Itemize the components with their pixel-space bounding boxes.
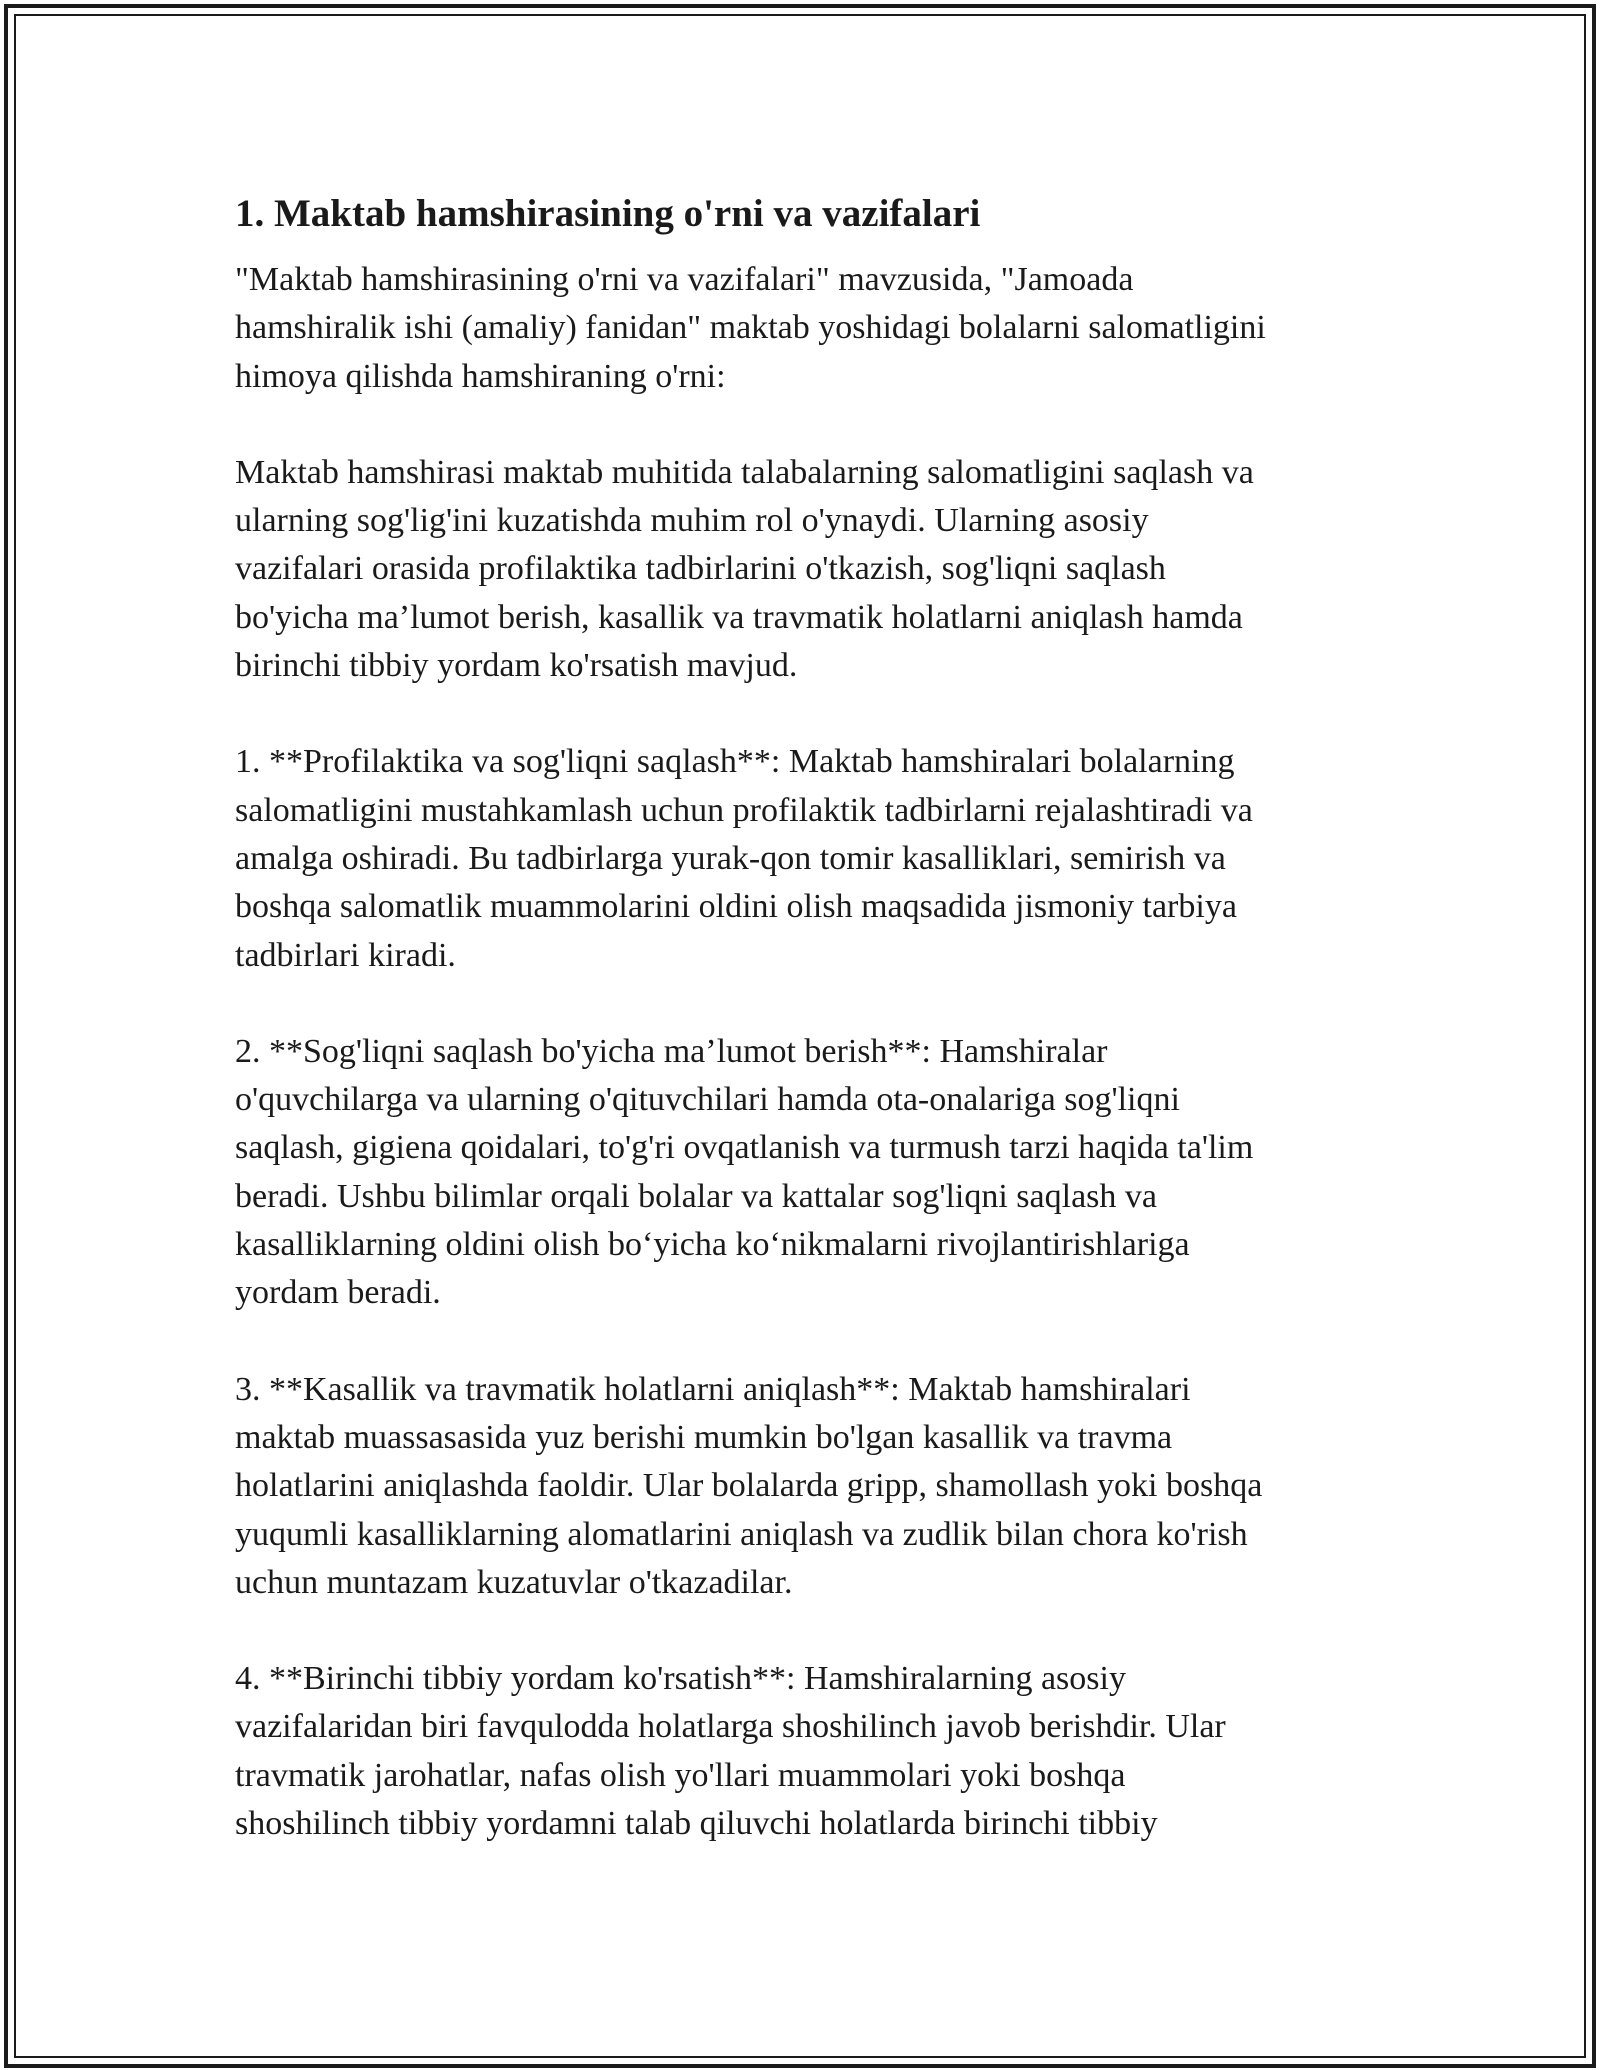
paragraph-line: hamshiralik ishi (amaliy) fanidan" maktab yoshidagi bolalarni salomatligini: [235, 309, 1266, 347]
paragraph-line: maktab muassasasida yuz berishi mumkin bo'lgan kasallik va travma: [235, 1418, 1173, 1456]
paragraph-line: yuqumli kasalliklarning alomatlarini aniqlash va zudlik bilan chora ko'rish: [235, 1515, 1248, 1553]
paragraph-line: tadbirlari kiradi.: [235, 936, 456, 974]
paragraph-line: Maktab hamshirasi maktab muhitida talabalarning salomatligini saqlash va: [235, 453, 1254, 491]
paragraph-line: vazifalari orasida profilaktika tadbirlarini o'tkazish, sog'liqni saqlash: [235, 550, 1166, 588]
paragraph-intro: [235, 256, 1375, 401]
paragraph-line: yordam beradi.: [235, 1274, 441, 1312]
paragraph-line: saqlash, gigiena qoidalari, to'g'ri ovqatlanish va turmush tarzi haqida ta'lim: [235, 1129, 1254, 1167]
paragraph-line: boshqa salomatlik muammolarini oldini olish maqsadida jismoniy tarbiya: [235, 888, 1237, 926]
paragraph-line: "Maktab hamshirasining o'rni va vazifalari" mavzusida, "Jamoada: [235, 261, 1134, 298]
paragraph-line: 4. **Birinchi tibbiy yordam ko'rsatish**: Hamshiralarning asosiy: [235, 1660, 1126, 1698]
paragraph-item-1: [235, 738, 1375, 979]
paragraph-line: o'quvchilarga va ularning o'qituvchilari hamda ota-onalariga sog'liqni: [235, 1081, 1180, 1119]
paragraph-item-3: [235, 1366, 1375, 1607]
paragraph-line: holatlarini aniqlashda faoldir. Ular bolalarda gripp, shamollash yoki boshqa: [235, 1467, 1263, 1505]
paragraph-item-2: [235, 1028, 1375, 1318]
document-content: [235, 190, 1375, 1896]
paragraph-line: 3. **Kasallik va travmatik holatlarni aniqlash**: Maktab hamshiralari: [235, 1370, 1191, 1408]
paragraph-overview: [235, 449, 1375, 690]
paragraph-line: beradi. Ushbu bilimlar orqali bolalar va kattalar sog'liqni saqlash va: [235, 1177, 1157, 1215]
paragraph-line: birinchi tibbiy yordam ko'rsatish mavjud.: [235, 647, 798, 685]
paragraph-line: bo'yicha ma’lumot berish, kasallik va travmatik holatlarni aniqlash hamda: [235, 598, 1243, 636]
paragraph-line: salomatligini mustahkamlash uchun profilaktik tadbirlarni rejalashtiradi va: [235, 791, 1253, 829]
paragraph-line: 1. **Profilaktika va sog'liqni saqlash**: Maktab hamshiralari bolalarning: [235, 743, 1235, 781]
paragraph-line: travmatik jarohatlar, nafas olish yo'llari muammolari yoki boshqa: [235, 1756, 1126, 1794]
paragraph-line: ularning sog'lig'ini kuzatishda muhim rol o'ynaydi. Ularning asosiy: [235, 502, 1149, 540]
paragraph-line: himoya qilishda hamshiraning o'rni:: [235, 357, 726, 395]
paragraph-line: shoshilinch tibbiy yordamni talab qiluvchi holatlarda birinchi tibbiy: [235, 1805, 1158, 1843]
document-title: 1. Maktab hamshirasining o'rni va vazifalari: [235, 192, 981, 235]
paragraph-line: vazifalaridan biri favqulodda holatlarga shoshilinch javob berishdir. Ular: [235, 1708, 1226, 1746]
paragraph-line: kasalliklarning oldini olish bo‘yicha ko‘nikmalarni rivojlantirishlariga: [235, 1226, 1190, 1264]
paragraph-item-4: [235, 1655, 1375, 1848]
paragraph-line: uchun muntazam kuzatuvlar o'tkazadilar.: [235, 1563, 793, 1601]
paragraph-line: 2. **Sog'liqni saqlash bo'yicha ma’lumot berish**: Hamshiralar: [235, 1032, 1108, 1070]
paragraph-line: amalga oshiradi. Bu tadbirlarga yurak-qon tomir kasalliklari, semirish va: [235, 839, 1226, 877]
